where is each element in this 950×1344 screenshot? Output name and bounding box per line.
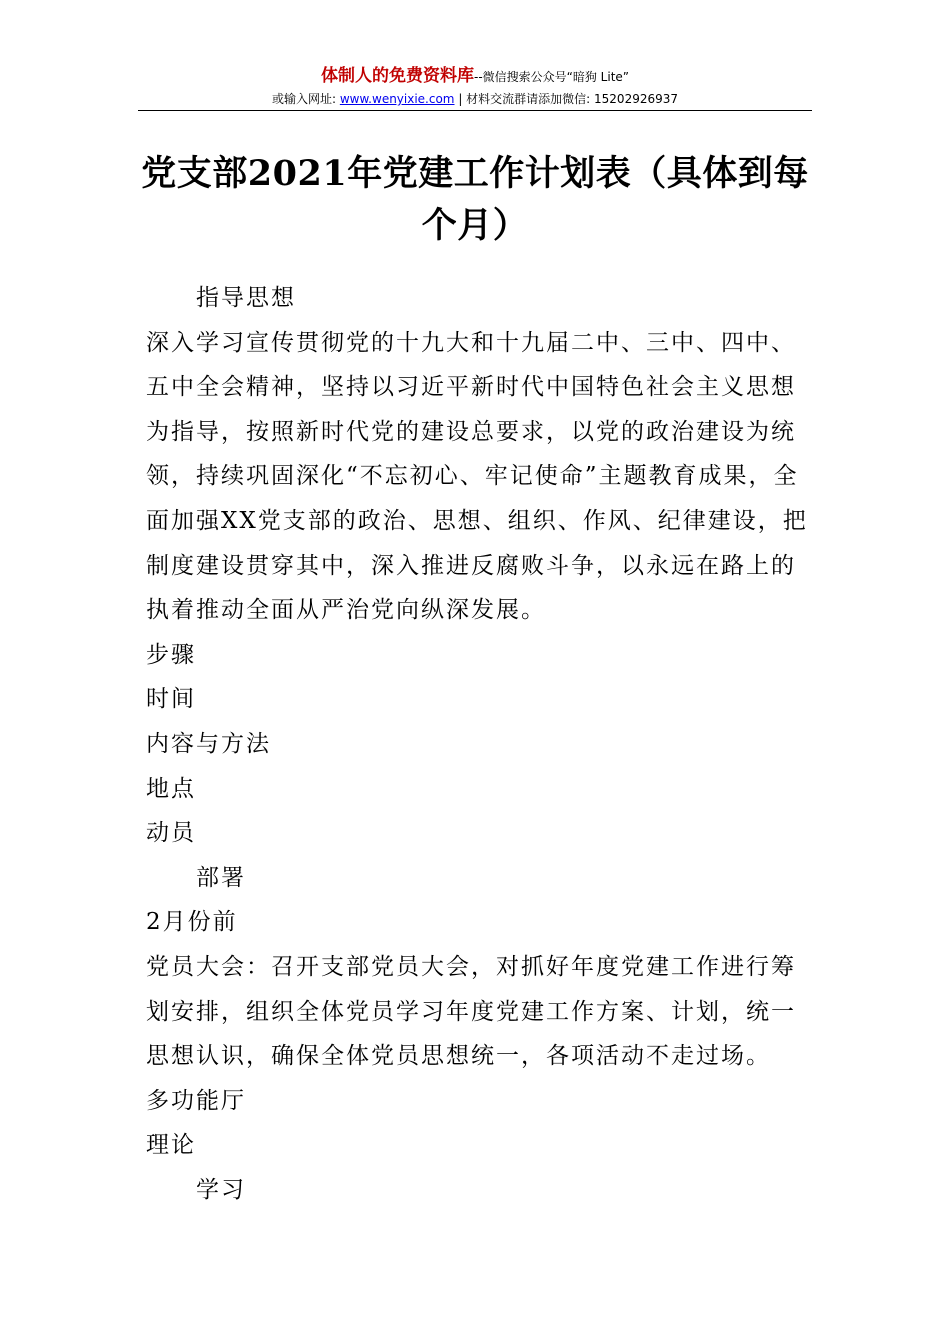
paragraph-multifunction-hall: 多功能厅 xyxy=(146,1087,246,1114)
header-brand: 体制人的免费资料库 xyxy=(320,66,474,86)
title-line-1: 党支部2021年党建工作计划表（具体到每 xyxy=(141,153,809,194)
paragraph-deploy: 部署 xyxy=(196,864,246,891)
header-contact: | 材料交流群请添加微信: 15202926937 xyxy=(454,92,679,106)
paragraph-party-meeting: 党员大会：召开支部党员大会，对抓好年度党建工作进行筹划安排，组织全体党员学习年度党建工作方案、计划，统一思想认识，确保全体党员思想统一，各项活动不走过场。 xyxy=(146,953,796,1070)
document-body xyxy=(146,276,810,1212)
document-title xyxy=(138,148,812,252)
header-url-link[interactable]: www.wenyixie.com xyxy=(339,92,455,106)
paragraph-content-method: 内容与方法 xyxy=(146,730,271,757)
paragraph-study: 学习 xyxy=(196,1176,246,1203)
header-banner xyxy=(0,66,950,87)
paragraph-before-feb: 2月份前 xyxy=(146,909,238,936)
header-url-prefix: 或输入网址: xyxy=(271,92,340,106)
header-contact-line xyxy=(0,90,950,108)
title-line-2: 个月） xyxy=(421,205,529,246)
paragraph-theory: 理论 xyxy=(146,1132,196,1159)
header-divider xyxy=(138,110,812,111)
paragraph-guiding-thought: 指导思想 xyxy=(196,285,296,311)
paragraph-mobilize: 动员 xyxy=(146,820,196,847)
paragraph-guiding-content: 深入学习宣传贯彻党的十九大和十九届二中、三中、四中、五中全会精神，坚持以习近平新时代中国特色社会主义思想为指导，按照新时代党的建设总要求，以党的政治建设为统领，持续巩固深化“不忘初心、牢记使命”主题教育成果，全面加强XX党支部的政治、思想、组织、作风、纪律建设，把制度建设贯穿其中，深入推进反腐败斗争，以永远在路上的执着推动全面从严治党向纵深发展。 xyxy=(146,329,808,624)
paragraph-location: 地点 xyxy=(146,775,196,802)
paragraph-time: 时间 xyxy=(146,686,196,713)
header-tagline: --微信搜索公众号“暗狗 Lite” xyxy=(473,70,630,84)
paragraph-steps: 步骤 xyxy=(146,641,196,668)
